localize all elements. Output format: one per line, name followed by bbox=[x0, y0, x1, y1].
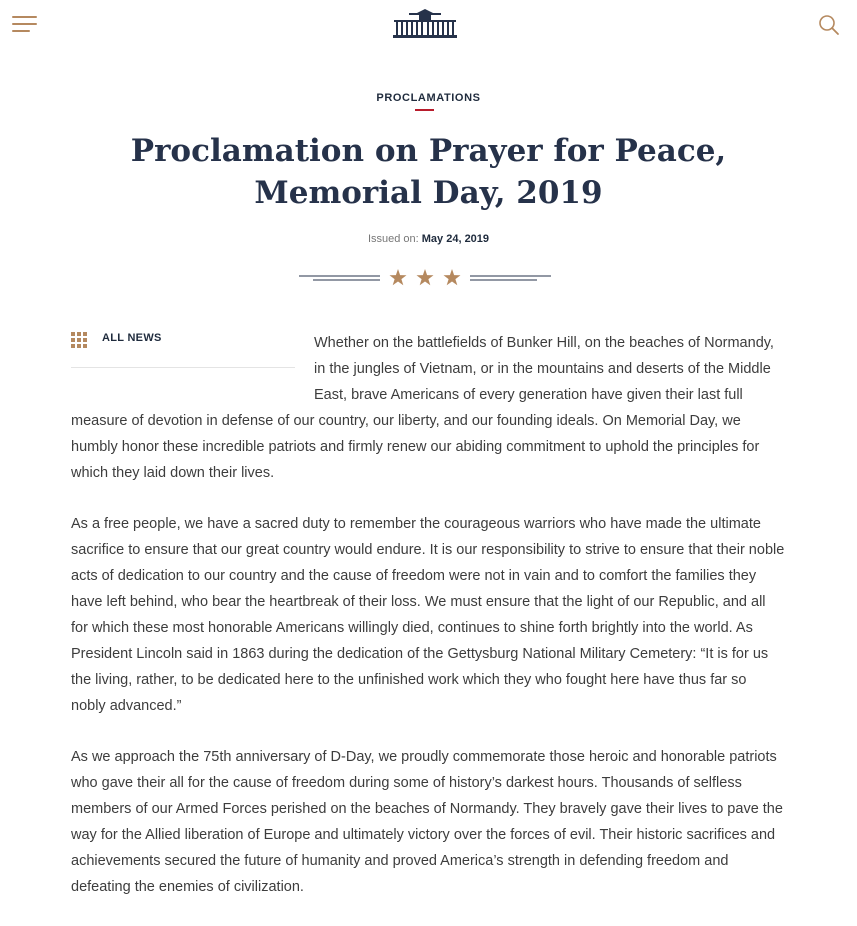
three-stars-icon bbox=[297, 266, 553, 290]
site-header bbox=[0, 0, 857, 50]
body-paragraph-1 bbox=[71, 330, 785, 486]
search-icon[interactable] bbox=[818, 14, 840, 36]
body-paragraph-3: As we approach the 75th anniversary of D-Day, we proudly commemorate those heroic and honorable patriots who gave their all for the cause of freedom during some of history’s darkest hours. Thousands of selfless members of our Armed Forces perished on the beaches of Normandy. They bravely gave their lives to pave the way for the Allied liberation of Europe and ultimately victory over the forces of evil. Their historic sacrifices and achievements secured the future of humanity and proved America’s strength in defending freedom and defeating the enemies of civilization. bbox=[71, 749, 783, 895]
category-label[interactable]: PROCLAMATIONS bbox=[376, 92, 481, 104]
category-underline bbox=[415, 109, 434, 111]
page-title: Proclamation on Prayer for Peace, Memorial Day, 2019 bbox=[130, 133, 727, 211]
paragraph-text: Whether on the battlefields of Bunker Hill, on the beaches of Normandy, in the jungles of Vietnam, or in the mountains and deserts of the Middle East, brave Americans of every generation have given their last full measure of devotion in defense of our country, our liberty, and our founding ideals. On Memorial Day, we humbly honor these incredible patriots and firmly renew our abiding commitment to uphold the principles for which they laid down their lives. bbox=[71, 335, 774, 481]
white-house-logo-icon[interactable] bbox=[393, 9, 457, 39]
issued-label: Issued on: bbox=[367, 233, 419, 245]
issued-date bbox=[0, 233, 857, 245]
all-news-label: ALL NEWS bbox=[102, 332, 162, 344]
issued-date-value: May 24, 2019 bbox=[421, 233, 490, 245]
hamburger-menu-icon[interactable] bbox=[12, 14, 38, 34]
body-paragraph-2: As a free people, we have a sacred duty to remember the courageous warriors who have made the ultimate sacrifice to ensure that our great country would endure. It is our responsibility to strive to ensure that their noble acts of dedication to our country and the cause of freedom were not in vain and to comfort the families they have left behind, who bear the heartbreak of their loss. We must ensure that the light of our Republic, and all for which these most honorable Americans willingly died, continues to shine forth brightly into the world. As President Lincoln said in 1863 during the dedication of the Gettysburg National Military Cemetery: “It is for us the living, rather, to be dedicated here to the unfinished work which they who fought here have thus far so nobly advanced.” bbox=[71, 516, 785, 714]
